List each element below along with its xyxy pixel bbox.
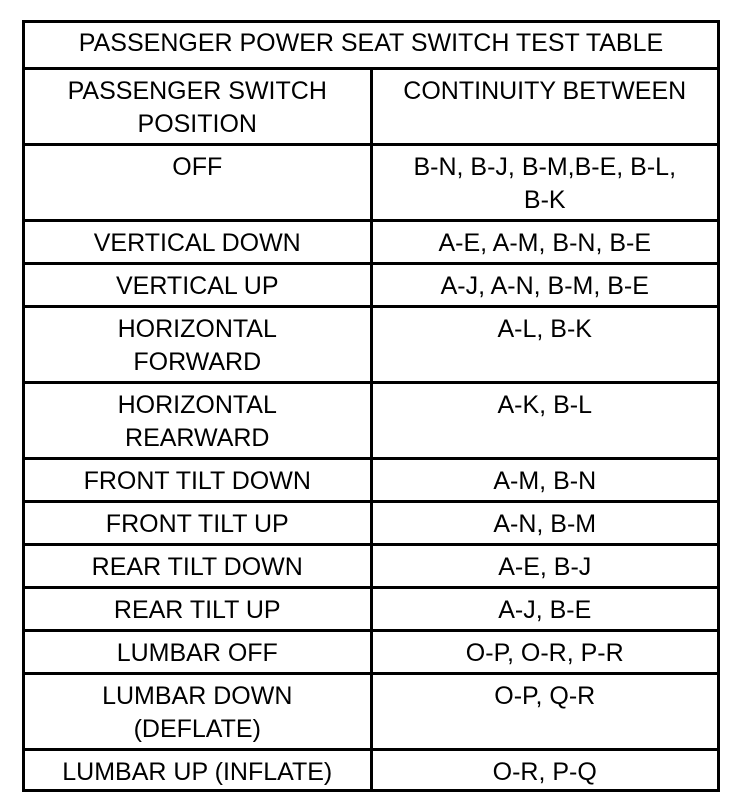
table-row: [25, 673, 717, 749]
switch-position-cell: FRONT TILT DOWN: [25, 458, 371, 501]
table-row: [25, 306, 717, 382]
continuity-cell: A-E, B-J: [371, 544, 717, 587]
switch-position-cell: OFF: [25, 144, 371, 220]
table-row: [25, 144, 717, 220]
continuity-cell: B-N, B-J, B-M,B-E, B-L, B-K: [371, 144, 717, 220]
switch-position-cell: VERTICAL DOWN: [25, 220, 371, 263]
continuity-cell: O-P, Q-R: [371, 673, 717, 749]
continuity-cell: A-K, B-L: [371, 382, 717, 458]
table-row: [25, 630, 717, 673]
table-title: PASSENGER POWER SEAT SWITCH TEST TABLE: [25, 23, 717, 68]
switch-position-cell: LUMBAR UP (INFLATE): [25, 749, 371, 789]
header-continuity-between: CONTINUITY BETWEEN: [371, 68, 717, 144]
continuity-cell: A-J, A-N, B-M, B-E: [371, 263, 717, 306]
table-row: [25, 263, 717, 306]
table-row: [25, 382, 717, 458]
table-row: [25, 749, 717, 789]
switch-position-cell: FRONT TILT UP: [25, 501, 371, 544]
continuity-cell: O-R, P-Q: [371, 749, 717, 789]
switch-position-cell: HORIZONTAL REARWARD: [25, 382, 371, 458]
header-row: [25, 68, 717, 144]
table-row: [25, 220, 717, 263]
table-row: [25, 544, 717, 587]
switch-position-cell: VERTICAL UP: [25, 263, 371, 306]
switch-position-cell: HORIZONTAL FORWARD: [25, 306, 371, 382]
continuity-cell: A-M, B-N: [371, 458, 717, 501]
table-row: [25, 587, 717, 630]
switch-test-table: [25, 23, 717, 789]
switch-position-cell: LUMBAR OFF: [25, 630, 371, 673]
switch-position-cell: LUMBAR DOWN (DEFLATE): [25, 673, 371, 749]
continuity-cell: A-L, B-K: [371, 306, 717, 382]
table-row: [25, 458, 717, 501]
switch-position-cell: REAR TILT DOWN: [25, 544, 371, 587]
switch-test-table-frame: [22, 20, 720, 792]
title-row: [25, 23, 717, 68]
continuity-cell: A-E, A-M, B-N, B-E: [371, 220, 717, 263]
continuity-cell: A-N, B-M: [371, 501, 717, 544]
continuity-cell: O-P, O-R, P-R: [371, 630, 717, 673]
switch-position-cell: REAR TILT UP: [25, 587, 371, 630]
continuity-cell: A-J, B-E: [371, 587, 717, 630]
table-row: [25, 501, 717, 544]
header-switch-position: PASSENGER SWITCH POSITION: [25, 68, 371, 144]
